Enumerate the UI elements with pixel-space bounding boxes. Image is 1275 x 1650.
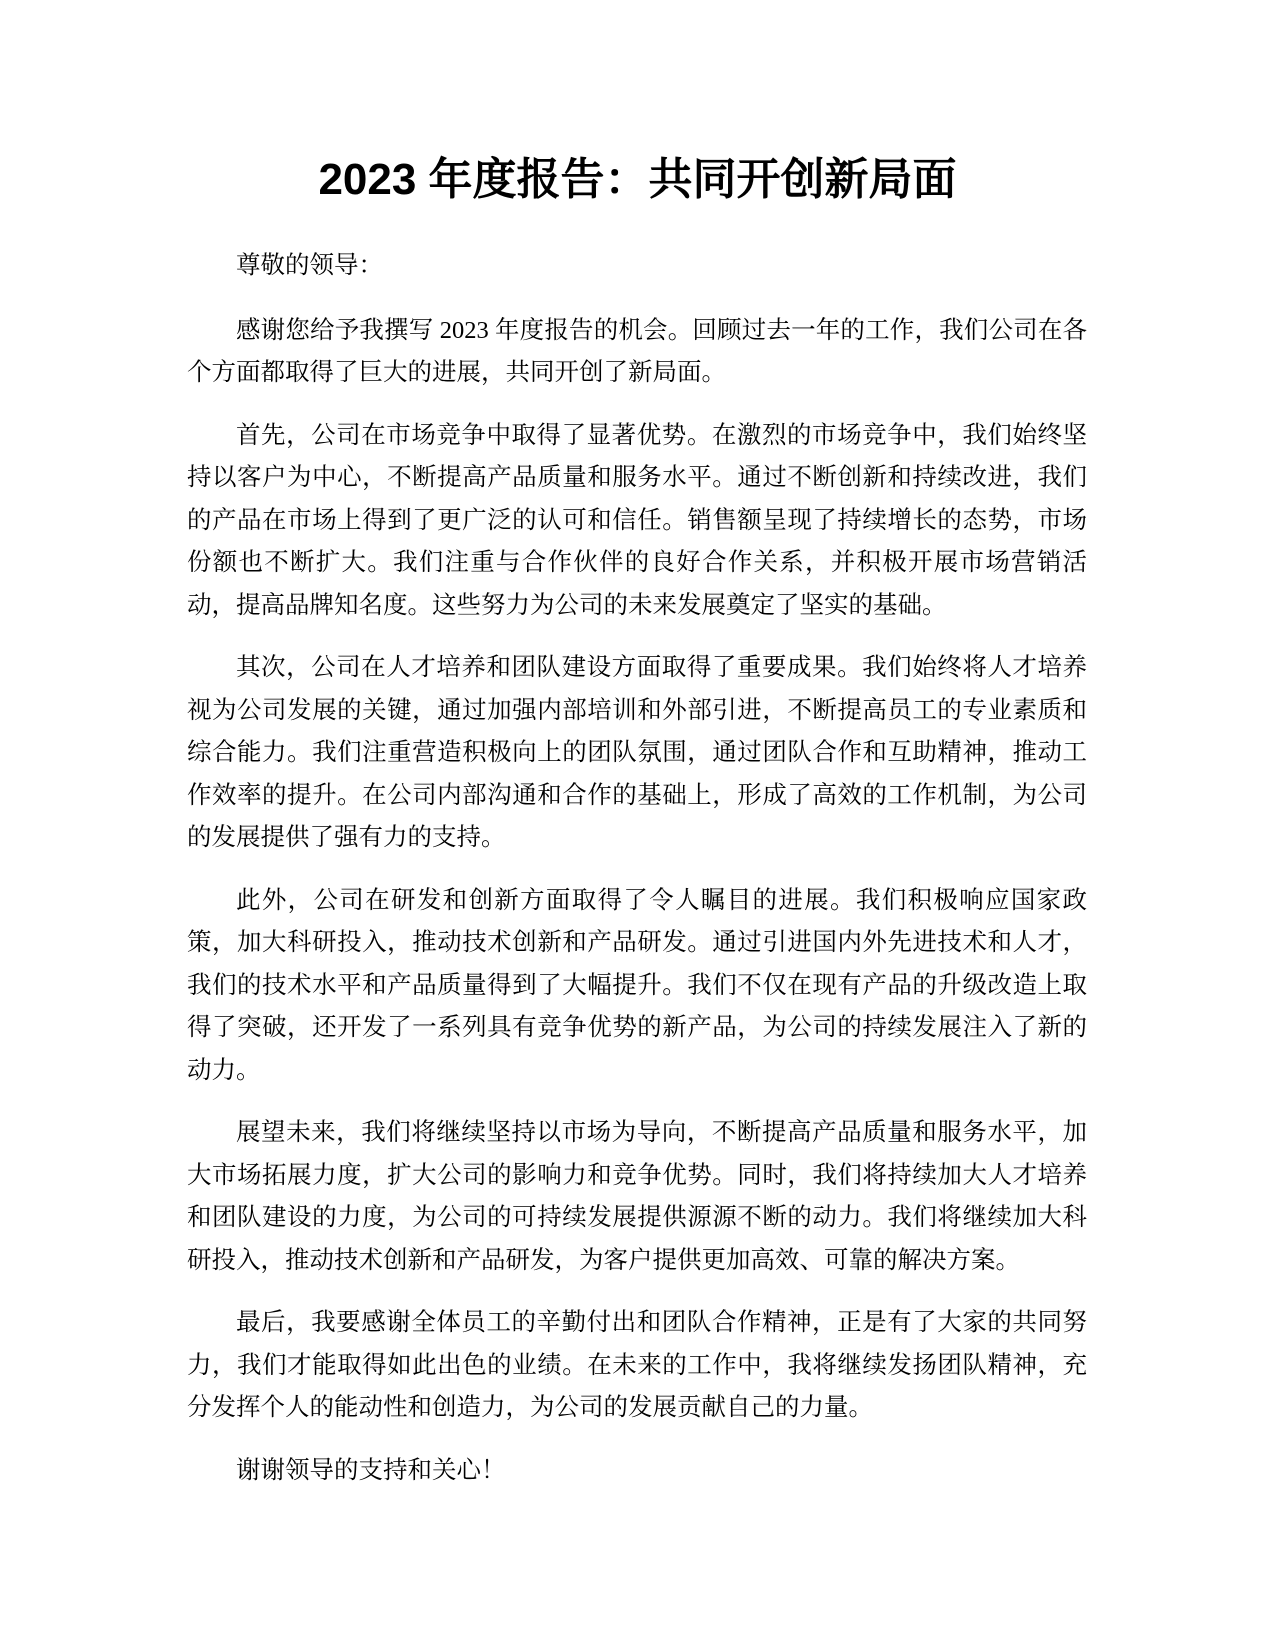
paragraph-market: 首先，公司在市场竞争中取得了显著优势。在激烈的市场竞争中，我们始终坚持以客户为中心，不断提高产品质量和服务水平。通过不断创新和持续改进，我们的产品在市场上得到了更广泛的认可和信任。销售额呈现了持续增长的态势，市场份额也不断扩大。我们注重与合作伙伴的良好合作关系，并积极开展市场营销活动，提高品牌知名度。这些努力为公司的未来发展奠定了坚实的基础。 — [187, 421, 1087, 619]
paragraph-thanks: 最后，我要感谢全体员工的辛勤付出和团队合作精神，正是有了大家的共同努力，我们才能取得如此出色的业绩。在未来的工作中，我将继续发扬团队精神，充分发挥个人的能动性和创造力，为公司的发展贡献自己的力量。 — [187, 1309, 1087, 1421]
paragraph-outlook: 展望未来，我们将继续坚持以市场为导向，不断提高产品质量和服务水平，加大市场拓展力度，扩大公司的影响力和竞争优势。同时，我们将持续加大人才培养和团队建设的力度，为公司的可持续发展提供源源不断的动力。我们将继续加大科研投入，推动技术创新和产品研发，为客户提供更加高效、可靠的解决方案。 — [187, 1119, 1087, 1274]
paragraph-research: 此外，公司在研发和创新方面取得了令人瞩目的进展。我们积极响应国家政策，加大科研投入，推动技术创新和产品研发。通过引进国内外先进技术和人才，我们的技术水平和产品质量得到了大幅提升。我们不仅在现有产品的升级改造上取得了突破，还开发了一系列具有竞争优势的新产品，为公司的持续发展注入了新的动力。 — [187, 886, 1087, 1084]
document-title: 2023 年度报告：共同开创新局面 — [318, 155, 957, 204]
paragraph-intro: 感谢您给予我撰写 2023 年度报告的机会。回顾过去一年的工作，我们公司在各个方面都取得了巨大的进展，共同开创了新局面。 — [187, 316, 1087, 386]
document-body — [187, 245, 1087, 1512]
salutation: 尊敬的领导： — [236, 252, 383, 279]
paragraph-talent: 其次，公司在人才培养和团队建设方面取得了重要成果。我们始终将人才培养视为公司发展的关键，通过加强内部培训和外部引进，不断提高员工的专业素质和综合能力。我们注重营造积极向上的团队氛围，通过团队合作和互助精神，推动工作效率的提升。在公司内部沟通和合作的基础上，形成了高效的工作机制，为公司的发展提供了强有力的支持。 — [187, 654, 1087, 851]
closing-line: 谢谢领导的支持和关心！ — [236, 1456, 506, 1484]
